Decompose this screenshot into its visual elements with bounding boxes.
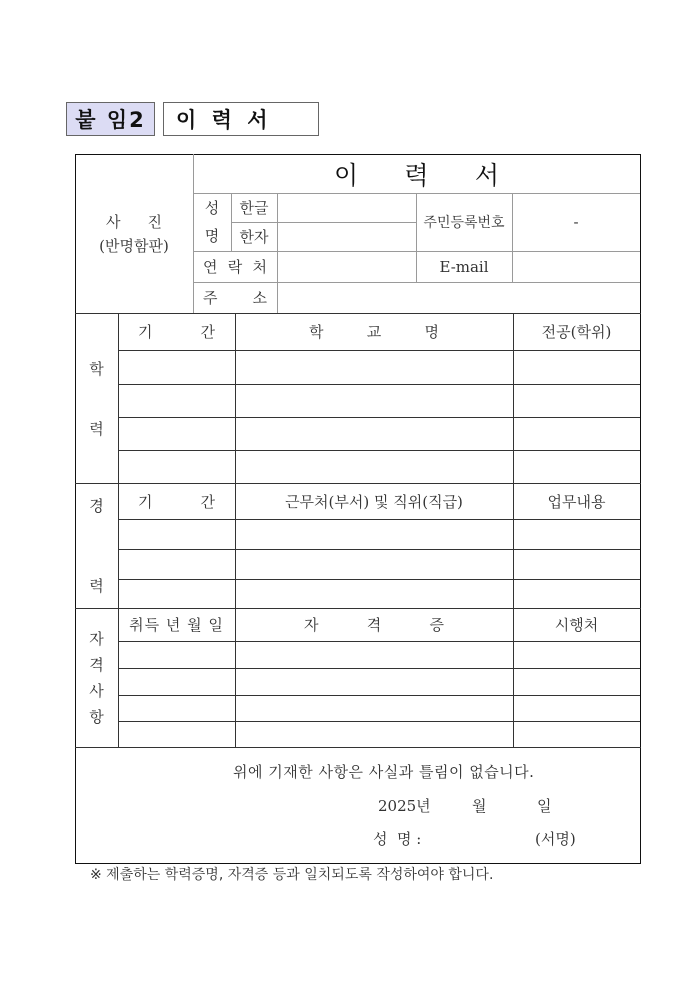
career-period-field[interactable] — [118, 579, 235, 608]
career-duties-field[interactable] — [513, 549, 640, 579]
education-school-field[interactable] — [235, 350, 513, 384]
photo-size-label: (반명함판) — [99, 236, 169, 255]
attachment-tag: 붙 임2 — [66, 102, 155, 136]
career-workplace-field[interactable] — [235, 579, 513, 608]
qualification-certificate-field[interactable] — [235, 668, 513, 695]
education-school-field[interactable] — [235, 417, 513, 450]
qualifications-col-issuer: 시행처 — [554, 616, 599, 634]
qualification-date-field[interactable] — [118, 641, 235, 668]
name-hangul-label: 한글 — [239, 199, 269, 217]
education-period-field[interactable] — [118, 417, 235, 450]
qualification-date-field[interactable] — [118, 695, 235, 721]
name-hanja-label: 한자 — [239, 228, 269, 246]
qualification-date-field[interactable] — [118, 721, 235, 747]
name-hanja-field[interactable] — [277, 222, 416, 251]
qualification-date-field[interactable] — [118, 668, 235, 695]
career-col-workplace: 근무처(부서) 및 직위(직급) — [285, 492, 463, 511]
education-col-major: 전공(학위) — [541, 323, 612, 341]
signer-name-label: 성 명 : — [373, 830, 422, 848]
contact-field[interactable] — [277, 251, 416, 282]
form-title — [193, 154, 640, 193]
education-major-field[interactable] — [513, 450, 640, 483]
address-label: 주 소 — [203, 289, 267, 307]
career-col-period: 기 간 — [138, 492, 215, 511]
declaration-month-label: 월 — [472, 797, 487, 815]
declaration-year: 2025년 — [378, 797, 431, 815]
education-period-field[interactable] — [118, 350, 235, 384]
qualifications-col-certificate: 자 격 증 — [304, 616, 444, 634]
education-col-school: 학 교 명 — [309, 323, 439, 341]
qualification-issuer-field[interactable] — [513, 695, 640, 721]
education-major-field[interactable] — [513, 417, 640, 450]
form-title-char: 이 — [334, 160, 359, 190]
career-period-field[interactable] — [118, 549, 235, 579]
photo-area[interactable] — [75, 154, 193, 313]
qualification-issuer-field[interactable] — [513, 668, 640, 695]
career-workplace-field[interactable] — [235, 519, 513, 549]
qualifications-col-date: 취득 년 월 일 — [129, 616, 224, 634]
form-title-char: 력 — [404, 160, 429, 190]
career-col-duties: 업무내용 — [547, 492, 606, 511]
declaration-day-label: 일 — [537, 797, 552, 815]
footnote: ※ 제출하는 학력증명, 자격증 등과 일치되도록 작성하여야 합니다. — [90, 867, 494, 883]
declaration-statement: 위에 기재한 사항은 사실과 틀림이 없습니다. — [233, 763, 535, 781]
education-section-label: 학 력 — [89, 359, 104, 438]
education-major-field[interactable] — [513, 384, 640, 417]
education-school-field[interactable] — [235, 384, 513, 417]
document-title-box: 이 력 서 — [163, 102, 319, 136]
education-major-field[interactable] — [513, 350, 640, 384]
form-title-char: 서 — [474, 160, 499, 190]
education-school-field[interactable] — [235, 450, 513, 483]
education-period-field[interactable] — [118, 384, 235, 417]
career-duties-field[interactable] — [513, 579, 640, 608]
resident-number-field[interactable]: - — [573, 213, 579, 231]
divider — [75, 747, 641, 748]
name-group-label: 성 명 — [204, 199, 220, 245]
qualification-issuer-field[interactable] — [513, 641, 640, 668]
contact-label: 연 락 처 — [203, 258, 267, 276]
career-workplace-field[interactable] — [235, 549, 513, 579]
name-hangul-field[interactable] — [277, 193, 416, 222]
email-field[interactable] — [512, 251, 640, 282]
qualification-issuer-field[interactable] — [513, 721, 640, 747]
signature-label: (서명) — [535, 830, 576, 848]
qualification-certificate-field[interactable] — [235, 721, 513, 747]
qualifications-section-label: 자 격 사 항 — [89, 629, 104, 726]
qualification-certificate-field[interactable] — [235, 695, 513, 721]
education-period-field[interactable] — [118, 450, 235, 483]
email-label: E-mail — [439, 257, 489, 276]
education-col-period: 기 간 — [138, 323, 215, 341]
qualification-certificate-field[interactable] — [235, 641, 513, 668]
photo-label: 사 진 — [106, 212, 162, 231]
resident-number-label: 주민등록번호 — [423, 215, 505, 231]
career-duties-field[interactable] — [513, 519, 640, 549]
address-field[interactable] — [277, 282, 640, 313]
career-period-field[interactable] — [118, 519, 235, 549]
career-section-label: 경 력 — [89, 497, 104, 595]
